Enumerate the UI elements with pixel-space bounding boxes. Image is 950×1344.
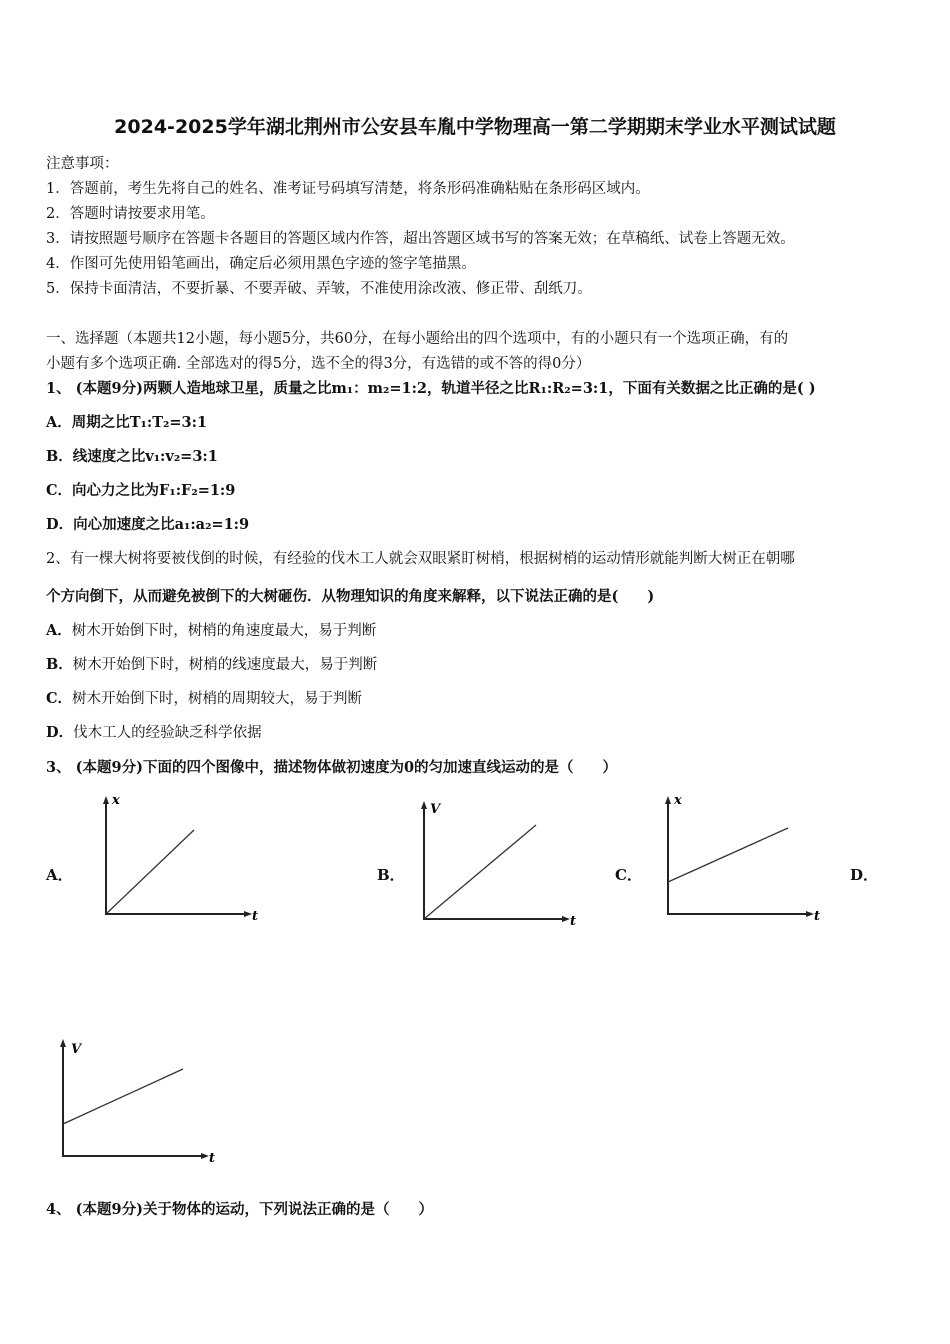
option-label: A．: [46, 622, 72, 639]
option-text: 向心力之比为F₁:F₂=1:9: [72, 482, 236, 499]
y-axis-label: x: [112, 793, 120, 808]
option-text: 树木开始倒下时，树梢的周期较大，易于判断: [72, 691, 363, 707]
x-axis-arrow: [244, 911, 252, 917]
graph-line: [424, 825, 536, 919]
q1-option-a[interactable]: [46, 411, 207, 432]
q3-option-c-label[interactable]: C．: [615, 866, 642, 884]
option-label: C．: [46, 690, 73, 707]
q1-option-d[interactable]: [46, 513, 249, 534]
section-line-2: 小题有多个选项正确. 全部选对的得5分，选不全的得3分，有选错的或不答的得0分）: [46, 356, 591, 372]
option-text: 树木开始倒下时，树梢的角速度最大，易于判断: [71, 623, 377, 639]
q2-option-b[interactable]: [46, 653, 377, 674]
option-text: 周期之比T₁:T₂=3:1: [71, 414, 208, 431]
y-axis-arrow: [60, 1039, 66, 1047]
graph-b: [414, 795, 589, 930]
notice-item: 5．保持卡面清洁，不要折暴、不要弄破、弄皱，不准使用涂改液、修正带、刮纸刀。: [46, 281, 592, 297]
question-2-stem-line-2: 个方向倒下，从而避免被倒下的大树砸伤．从物理知识的角度来解释，以下说法正确的是( ): [46, 588, 655, 605]
question-2-stem-line-1: 2、有一棵大树将要被伐倒的时候，有经验的伐木工人就会双眼紧盯树梢，根据树梢的运动情形就能判断大树正在朝哪: [46, 551, 795, 567]
x-axis-label: t: [814, 909, 821, 924]
y-axis-label: V: [430, 802, 441, 817]
y-axis-arrow: [665, 796, 671, 804]
q2-option-c[interactable]: [46, 687, 362, 708]
q2-option-d[interactable]: [46, 721, 262, 742]
page-title: 2024-2025学年湖北荆州市公安县车胤中学物理高一第二学期期末学业水平测试试题: [114, 116, 836, 138]
option-text: 伐木工人的经验缺乏科学依据: [73, 725, 262, 741]
notice-item: 3．请按照题号顺序在答题卡各题目的答题区域内作答，超出答题区域书写的答案无效；在草稿纸、试卷上答题无效。: [46, 231, 795, 247]
y-axis-label: V: [71, 1042, 82, 1057]
notice-item: 1．答题前，考生先将自己的姓名、准考证号码填写清楚，将条形码准确粘贴在条形码区域内。: [46, 181, 650, 197]
q2-option-a[interactable]: [46, 619, 376, 640]
graph-line: [668, 828, 788, 882]
graph-d: [53, 1035, 228, 1170]
x-axis-label: t: [570, 914, 577, 929]
x-axis-arrow: [201, 1153, 209, 1159]
option-text: 向心加速度之比a₁:a₂=1:9: [73, 516, 250, 533]
question-1-stem: 1、 (本题9分)两颗人造地球卫星，质量之比m₁：m₂=1:2，轨道半径之比R₁:R₂=3:1，下面有关数据之比正确的是( ): [46, 380, 816, 397]
option-label: B．: [46, 656, 73, 673]
option-label: D．: [46, 516, 74, 533]
option-label: C．: [46, 482, 73, 499]
notice-item: 2．答题时请按要求用笔。: [46, 206, 215, 222]
graph-c: [658, 790, 833, 925]
y-axis-label: x: [674, 793, 682, 808]
option-label: A．: [46, 414, 72, 431]
option-label: D．: [46, 724, 74, 741]
q3-option-d-label[interactable]: D．: [850, 866, 879, 884]
x-axis-label: t: [209, 1151, 216, 1166]
x-axis-arrow: [562, 916, 570, 922]
question-3-stem: 3、 (本题9分)下面的四个图像中，描述物体做初速度为0的匀加速直线运动的是（ ）: [46, 759, 618, 776]
notice-item: 4．作图可先使用铅笔画出，确定后必须用黑色字迹的签字笔描黑。: [46, 256, 476, 272]
graph-line: [106, 830, 194, 914]
q1-option-b[interactable]: [46, 445, 218, 466]
graph-a: [96, 790, 266, 925]
q1-option-c[interactable]: [46, 479, 235, 500]
x-axis-arrow: [806, 911, 814, 917]
section-line-1: 一、选择题（本题共12小题，每小题5分，共60分，在每小题给出的四个选项中，有的小题只有一个选项正确，有的: [46, 331, 789, 347]
x-axis-label: t: [252, 909, 259, 924]
question-4-stem: 4、 (本题9分)关于物体的运动，下列说法正确的是（ ）: [46, 1201, 433, 1218]
option-text: 线速度之比v₁:v₂=3:1: [72, 448, 218, 465]
option-label: B．: [46, 448, 73, 465]
q3-option-b-label[interactable]: B．: [377, 866, 405, 884]
option-text: 树木开始倒下时，树梢的线速度最大，易于判断: [72, 657, 378, 673]
y-axis-arrow: [103, 796, 109, 804]
q3-option-a-label[interactable]: A．: [46, 866, 73, 884]
notice-heading: 注意事项：: [46, 156, 119, 172]
graph-line: [63, 1069, 183, 1124]
y-axis-arrow: [421, 801, 427, 809]
